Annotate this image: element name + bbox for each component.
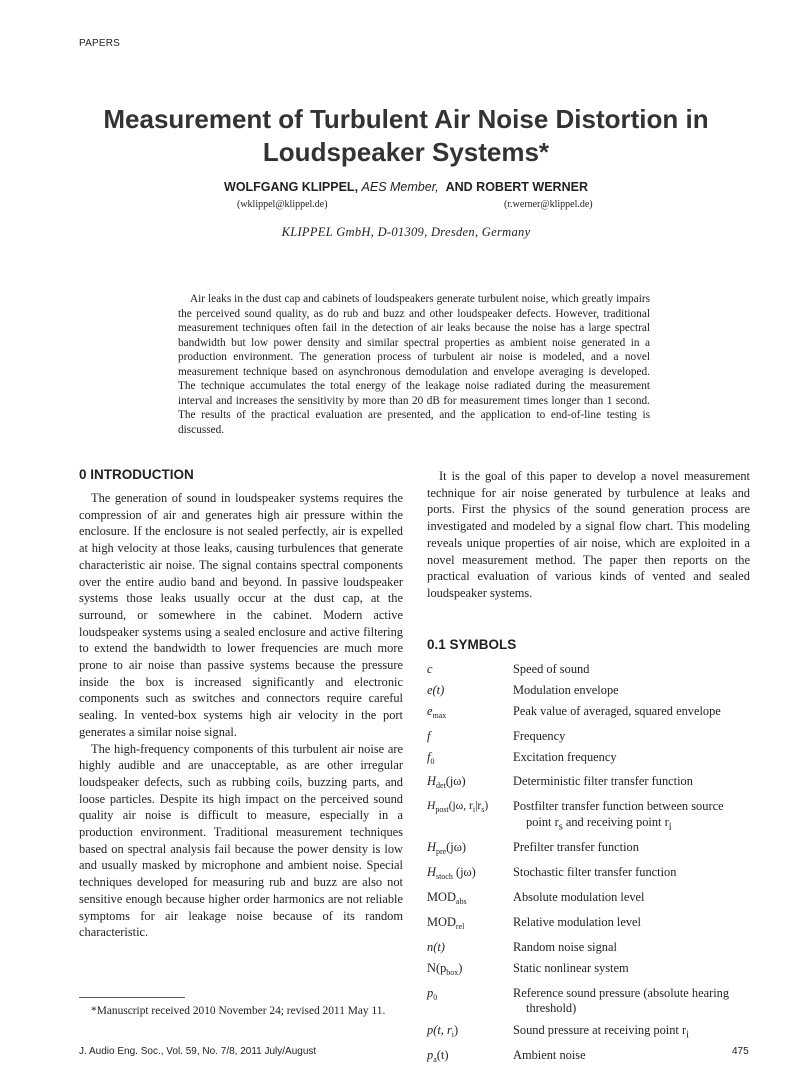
symbol: n(t) bbox=[427, 939, 445, 954]
symbol-definition: Excitation frequency bbox=[513, 749, 617, 764]
author-2: AND ROBERT WERNER bbox=[445, 180, 588, 194]
author-2-email: (r.werner@klippel.de) bbox=[504, 199, 593, 210]
author-1-role: AES Member, bbox=[361, 180, 439, 194]
symbol-row bbox=[427, 986, 752, 1017]
symbol-row bbox=[427, 865, 752, 885]
symbol: $MOD_{abs}$ bbox=[427, 889, 467, 906]
symbol-row bbox=[427, 774, 752, 794]
symbol-definition: Static nonlinear system bbox=[513, 960, 629, 975]
author-line bbox=[0, 180, 812, 194]
footnote: *Manuscript received 2010 November 24; revised 2011 May 11. bbox=[91, 1005, 386, 1017]
symbol: p(t, $r_i$) bbox=[427, 1022, 459, 1039]
symbol-row bbox=[427, 704, 752, 724]
symbol-definition: Stochastic filter transfer function bbox=[513, 865, 677, 880]
running-head: PAPERS bbox=[79, 38, 121, 49]
symbol-row bbox=[427, 1023, 752, 1043]
symbol-definition: Relative modulation level bbox=[513, 914, 642, 929]
symbol: e(t) bbox=[427, 682, 445, 697]
affiliation: KLIPPEL GmbH, D-01309, Dresden, Germany bbox=[281, 225, 531, 239]
symbol-definition: Frequency bbox=[513, 728, 566, 743]
symbol: $p_0$ bbox=[427, 985, 438, 1002]
author-1: WOLFGANG KLIPPEL, bbox=[224, 180, 359, 194]
symbol-definition: Sound pressure at receiving point $r_i$ bbox=[513, 1022, 689, 1041]
symbol-row bbox=[427, 683, 752, 699]
symbol-row bbox=[427, 890, 752, 910]
journal-citation: J. Audio Eng. Soc., Vol. 59, No. 7/8, 2011 July/August bbox=[79, 1046, 317, 1057]
intro-paragraph-1: The generation of sound in loudspeaker systems requires the compression of air and generates high air pressure within the enclosure. If the enclosure is not sealed perfectly, air is expelled at high velocity at those leaks, causing turbulences that generate characteristic air noise. The signal contains spectral components over the entire audio band and beyond. In passive loudspeaker systems those leaks usually occur at the dust cap, at the surround, or somewhere in the cabinet. Modern active loudspeaker systems using a sealed enclosure and active filtering to extend the bandwidth to lower frequencies are much more prone to air noise than passive systems because the pressure inside the box is increased significantly and electronic components such as switches and connectors require careful sealing. In vented-box systems high air velocity in the port generates a similar noise signal. bbox=[79, 491, 403, 739]
symbol-definition: Absolute modulation level bbox=[513, 889, 645, 904]
symbol-definition: Ambient noise bbox=[513, 1047, 586, 1062]
symbol-definition: Speed of sound bbox=[513, 662, 590, 676]
symbols-list bbox=[427, 662, 752, 1073]
intro-paragraph-3: It is the goal of this paper to develop a novel measurement technique for air noise generated by turbulence at leaks and ports. First the physics of the sound generation process are investigated and modeled by a signal flow chart. This modeling reveals unique properties of air noise, which are exploited in a novel measurement method. The paper then reports on the practical evaluation of various kinds of vented and sealed loudspeaker systems. bbox=[427, 469, 750, 600]
intro-heading: 0 INTRODUCTION bbox=[79, 467, 194, 482]
symbol-definition: Deterministic filter transfer function bbox=[513, 774, 693, 789]
symbol-row bbox=[427, 915, 752, 935]
symbol-row bbox=[427, 840, 752, 860]
symbol: $MOD_{rel}$ bbox=[427, 914, 465, 931]
symbols-heading: 0.1 SYMBOLS bbox=[427, 637, 517, 652]
symbol: $e_{max}$ bbox=[427, 703, 447, 720]
symbol-row bbox=[427, 940, 752, 956]
symbol: c bbox=[427, 662, 433, 676]
symbol-row bbox=[427, 662, 752, 678]
symbol-row bbox=[427, 961, 752, 981]
paper-title: Measurement of Turbulent Air Noise Distortion in Loudspeaker Systems* bbox=[103, 104, 709, 167]
right-column bbox=[427, 468, 750, 602]
symbol-definition: Peak value of averaged, squared envelope bbox=[513, 703, 721, 718]
symbol-row bbox=[427, 1048, 752, 1068]
author-1-email: (wklippel@klippel.de) bbox=[237, 199, 328, 210]
left-column bbox=[79, 490, 403, 941]
abstract: Air leaks in the dust cap and cabinets of loudspeakers generate turbulent noise, which greatly impairs the perceived sound quality, as do rub and buzz and other loudspeaker defects. However, traditional measurement techniques often fail in the detection of air leaks because the noise has a large spectral bandwidth but low power density and similar spectral properties as ambient noise generated in a production environment. The generation process of turbulent air noise is modeled, and a novel measurement technique based on asynchronous demodulation and envelope averaging is developed. The technique accumulates the total energy of the leakage noise radiated during the measurement interval and increases the sensitivity by more than 20 dB for measurement times longer than 1 second. The results of the practical evaluation are presented, and the application to end-of-line testing is discussed. bbox=[178, 293, 650, 436]
page-number: 475 bbox=[732, 1046, 749, 1057]
symbol: $H_{post}(j\omega$, $r_i|r_s$) bbox=[427, 800, 489, 815]
symbol-definition: Postfilter transfer function between source point $r_s$ and receiving point $r_i$ bbox=[513, 799, 724, 833]
symbol-definition: Prefilter transfer function bbox=[513, 840, 639, 855]
symbol-row bbox=[427, 750, 752, 770]
symbol: $f_0$ bbox=[427, 749, 435, 766]
symbol: $H_{pre}(j\omega)$ bbox=[427, 840, 467, 857]
intro-paragraph-2: The high-frequency components of this turbulent air noise are highly audible and are unacceptable, as are other irregular loudspeaker defects, such as rubbing coils, buzzing parts, and loose particles. Despite its high impact on the perceived sound quality air noise is difficult to measure, especially in a production environment. Traditional measurement techniques based on spectral analysis fail because the power density is low and usually masked by microphone and ambient noise. Special techniques developed for measuring rub and buzz are also not sensitive enough because higher order harmonics are not reliable symptoms for air leakage noise because of its random characteristic. bbox=[79, 741, 403, 940]
symbol: $p_a(t)$ bbox=[427, 1047, 449, 1064]
symbol-row bbox=[427, 799, 752, 834]
footnote-rule bbox=[79, 997, 185, 998]
symbol: $H_{stoch}$ (jω) bbox=[427, 865, 476, 882]
symbol-definition: Modulation envelope bbox=[513, 682, 619, 697]
symbol-definition: Random noise signal bbox=[513, 939, 617, 954]
symbol-row bbox=[427, 729, 752, 745]
symbol-definition: Reference sound pressure (absolute hearing threshold) bbox=[513, 985, 730, 1016]
symbol: $H_{det}(j\omega)$ bbox=[427, 774, 466, 791]
symbol: f bbox=[427, 728, 431, 743]
symbol: $N(p_{box})$ bbox=[427, 960, 463, 977]
